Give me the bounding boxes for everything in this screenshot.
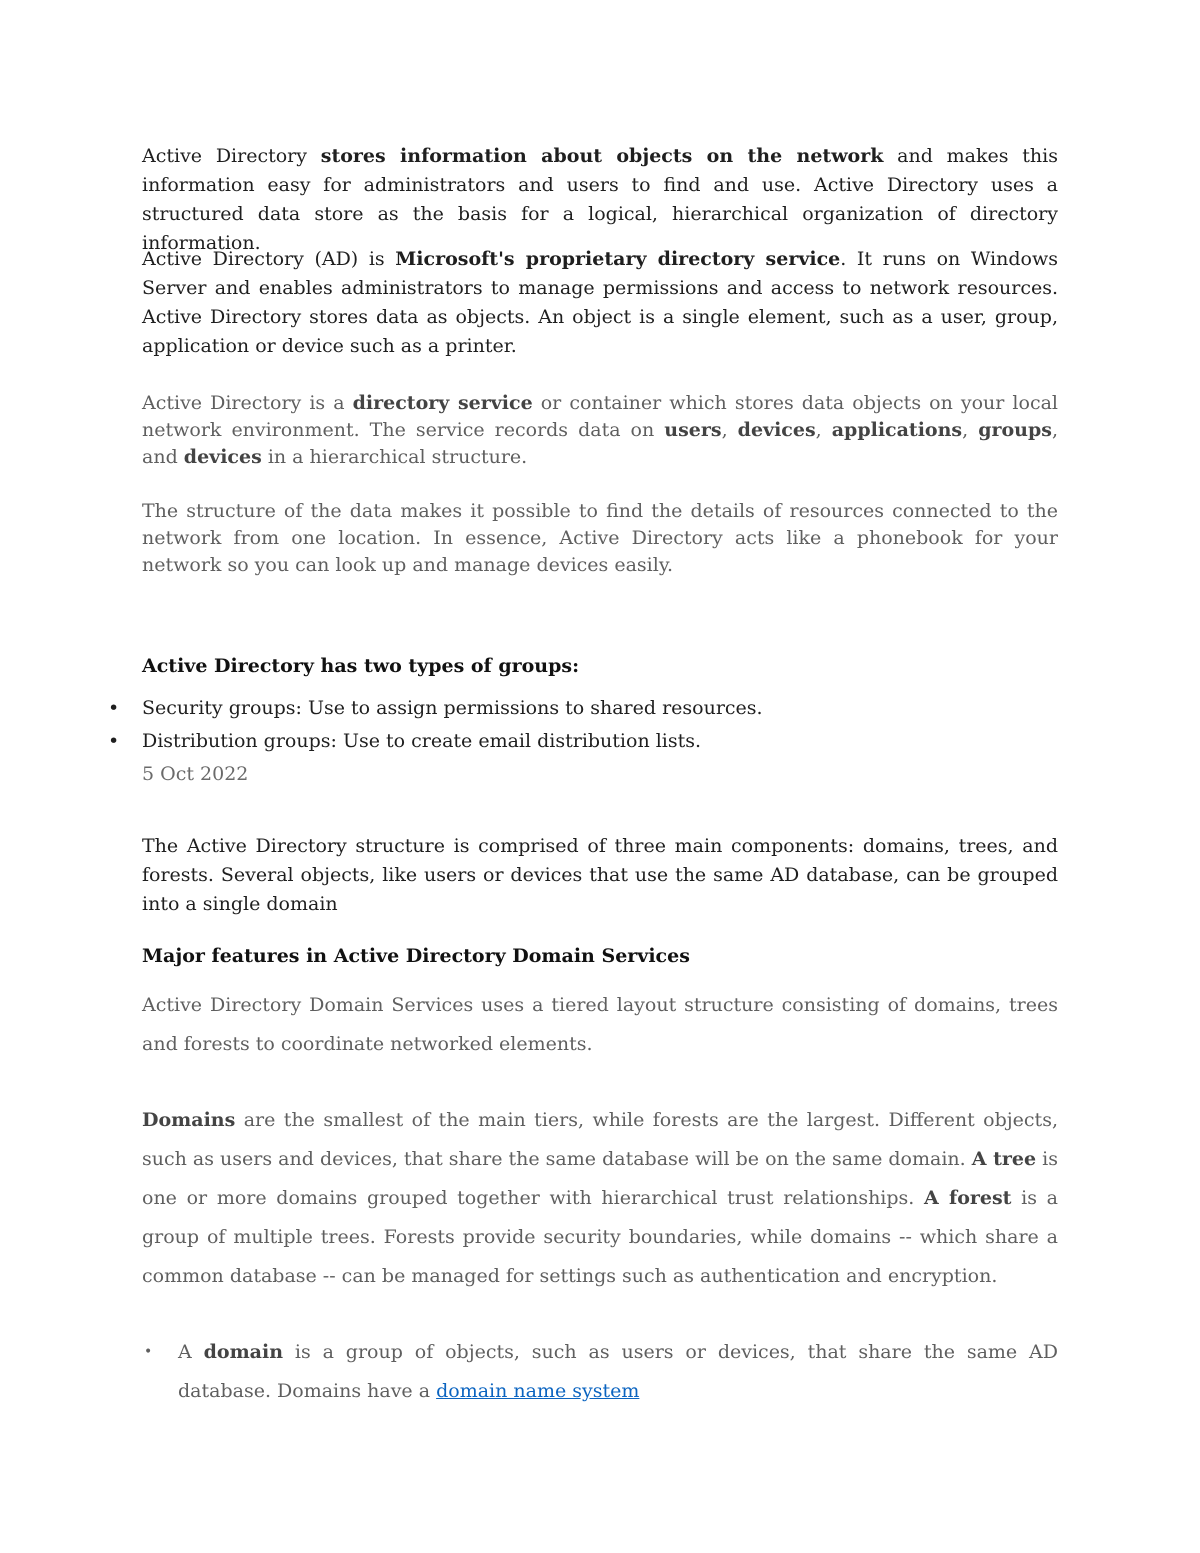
group-types-list	[108, 692, 1058, 758]
bold-word: Domains	[142, 1109, 236, 1131]
groups-heading: Active Directory has two types of groups:	[142, 655, 580, 677]
text-run: ,	[962, 419, 979, 441]
text-run: , and	[142, 419, 1058, 468]
bold-word: applications	[831, 419, 963, 441]
paragraph-directory-service	[142, 390, 1058, 471]
bullet-icon: •	[108, 697, 120, 719]
text-run: Active Directory is a	[142, 392, 353, 414]
bold-phrase: directory service	[352, 392, 533, 414]
list-item	[108, 692, 1058, 725]
bold-word: users	[664, 419, 722, 441]
text-run: A	[178, 1341, 204, 1363]
bold-phrase: stores information about objects on the network	[320, 145, 884, 167]
paragraph-ad-definition	[142, 245, 1058, 361]
text-run: is a group of multiple trees. Forests provide security boundaries, while domains -- which share a common database -- can be managed for settings such as authentication and encryption.	[142, 1187, 1059, 1287]
paragraph-tiered-layout: Active Directory Domain Services uses a tiered layout structure consisting of domains, trees and forests to coordinate networked elements.	[142, 994, 1058, 1055]
text-run: Active Directory	[142, 145, 321, 167]
text-run: ,	[815, 419, 832, 441]
paragraph-structure-components: The Active Directory structure is comprised of three main components: domains, trees, and forests. Several objects, like users or devices that use the same AD database, can be grouped into a single domain	[142, 835, 1058, 915]
list-item-text: Distribution groups: Use to create email distribution lists.	[142, 730, 702, 752]
text-run: Active Directory (AD) is	[142, 248, 396, 270]
domain-name-system-link[interactable]: domain name system	[436, 1380, 640, 1402]
domain-bullet-item	[144, 1333, 1058, 1411]
bold-phrase: A forest	[924, 1187, 1012, 1209]
paragraph-phonebook: The structure of the data makes it possible to find the details of resources connected to the network from one location. In essence, Active Directory acts like a phonebook for your network so you can look up and manage devices easily.	[142, 500, 1058, 576]
bold-word: devices	[737, 419, 816, 441]
text-run: ,	[721, 419, 738, 441]
text-run: or container which stores data objects on your local network environment. The service records data on	[142, 392, 1058, 441]
text-run: . It runs on Windows Server and enables administrators to manage permissions and access to network resources. Active Directory stores data as objects. An object is a single element, such as a user, group, application or device such as a printer.	[142, 248, 1058, 357]
bullet-icon: •	[144, 1344, 153, 1360]
text-run: is one or more domains grouped together with hierarchical trust relationships.	[142, 1148, 1058, 1209]
text-run: are the smallest of the main tiers, while forests are the largest. Different objects, such as users and devices, that share the same database will be on the same domain.	[142, 1109, 1058, 1170]
bullet-icon: •	[108, 730, 120, 752]
list-item	[108, 725, 1058, 758]
bold-phrase: Microsoft's proprietary directory service	[395, 248, 841, 270]
bold-word: groups	[978, 419, 1052, 441]
bold-phrase: A tree	[971, 1148, 1037, 1170]
date-label: 5 Oct 2022	[142, 763, 249, 785]
paragraph-ad-intro	[142, 142, 1058, 258]
text-run: in a hierarchical structure.	[261, 446, 528, 468]
features-heading: Major features in Active Directory Domain Services	[142, 945, 690, 967]
bold-word: devices	[183, 446, 262, 468]
text-run: is a group of objects, such as users or devices, that share the same AD database. Domains have a	[178, 1341, 1058, 1402]
paragraph-domains-trees-forests	[142, 1101, 1058, 1296]
list-item-text: Security groups: Use to assign permissions to shared resources.	[142, 697, 763, 719]
bold-word: domain	[203, 1341, 284, 1363]
text-run: and makes this information easy for administrators and users to find and use. Active Directory uses a structured data store as the basis for a logical, hierarchical organization of directory information.	[142, 145, 1058, 254]
